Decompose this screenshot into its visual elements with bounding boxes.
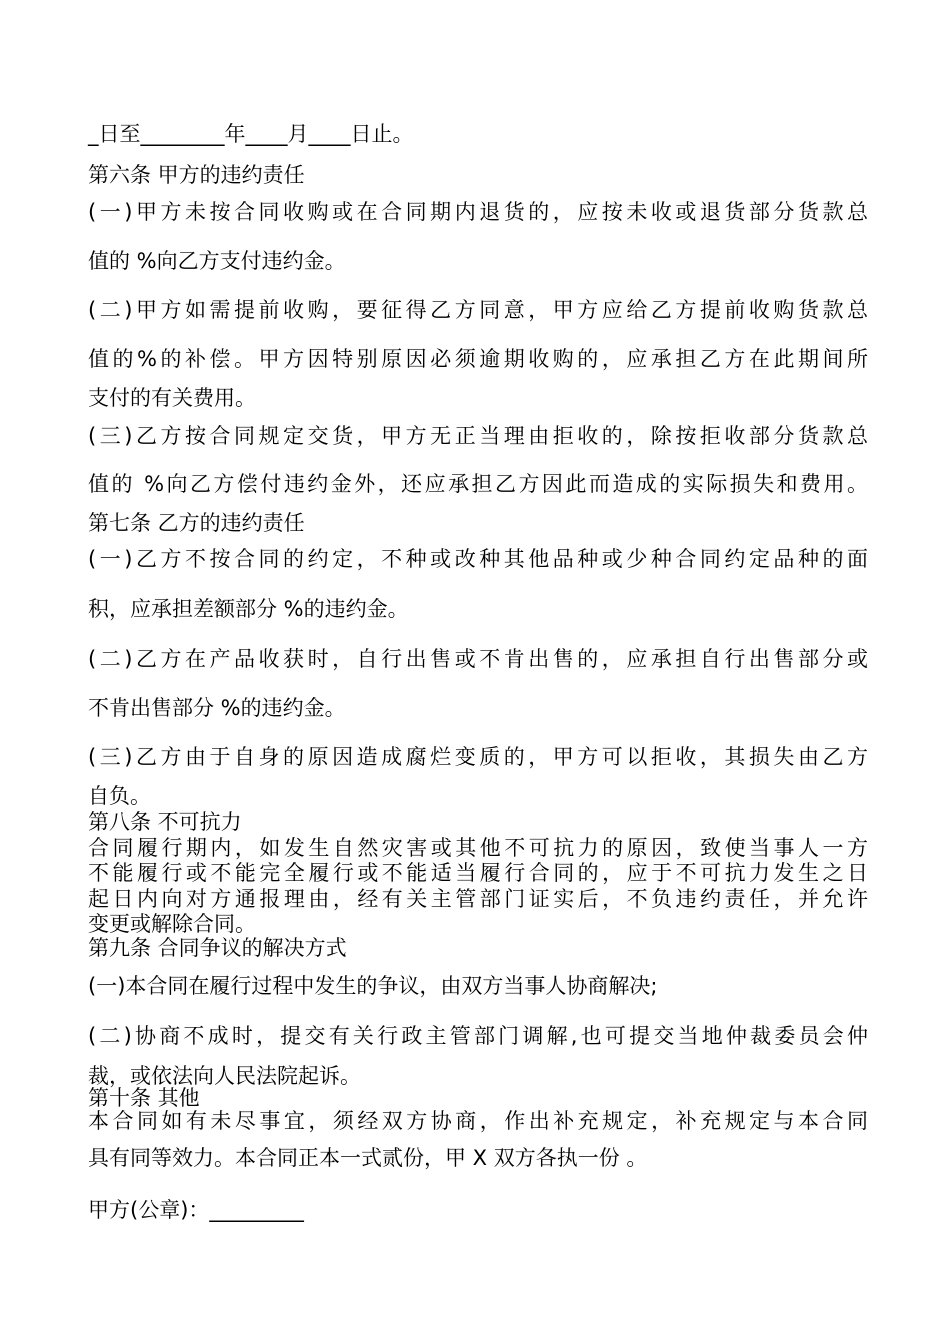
article-10-line-1: 本合同如有未尽事宜，须经双方协商，作出补充规定，补充规定与本合同 bbox=[88, 1109, 868, 1133]
article-8-line-4: 变更或解除合同。 bbox=[88, 912, 256, 936]
article-6-clause-1-line-1: (一)甲方未按合同收购或在合同期内退货的，应按未收或退货部分货款总 bbox=[88, 200, 868, 224]
article-9-clause-2-line-2: 裁，或依法向人民法院起诉。 bbox=[88, 1064, 361, 1088]
article-7-clause-1-line-1: (一)乙方不按合同的约定，不种或改种其他品种或少种合同约定品种的面 bbox=[88, 547, 868, 571]
article-6-clause-1-line-2: 值的 %向乙方支付违约金。 bbox=[88, 249, 346, 273]
article-8-line-3: 起日内向对方通报理由，经有关主管部门证实后，不负违约责任，并允许 bbox=[88, 887, 868, 911]
article-8-line-2: 不能履行或不能完全履行或不能适当履行合同的，应于不可抗力发生之日 bbox=[88, 861, 868, 885]
article-7-clause-1-line-2: 积，应承担差额部分 %的违约金。 bbox=[88, 597, 409, 621]
article-7-clause-2-line-2: 不肯出售部分 %的违约金。 bbox=[88, 696, 346, 720]
article-9-clause-2-line-1: (二)协商不成时，提交有关行政主管部门调解,也可提交当地仲裁委员会仲 bbox=[88, 1024, 868, 1048]
article-6-clause-2-line-1: (二)甲方如需提前收购，要征得乙方同意，甲方应给乙方提前收购货款总 bbox=[88, 298, 868, 322]
article-7-clause-2-line-1: (二)乙方在产品收获时，自行出售或不肯出售的，应承担自行出售部分或 bbox=[88, 647, 868, 671]
article-8-heading: 第八条 不可抗力 bbox=[88, 810, 242, 834]
article-7-heading: 第七条 乙方的违约责任 bbox=[88, 511, 305, 535]
article-9-heading: 第九条 合同争议的解决方式 bbox=[88, 936, 347, 960]
article-6-heading: 第六条 甲方的违约责任 bbox=[88, 163, 305, 187]
date-range-line: _日至________年____月____日止。 bbox=[88, 122, 414, 146]
article-9-clause-1: (一)本合同在履行过程中发生的争议，由双方当事人协商解决; bbox=[88, 974, 658, 998]
article-6-clause-2-line-2: 值的%的补偿。甲方因特别原因必须逾期收购的，应承担乙方在此期间所 bbox=[88, 347, 868, 371]
article-8-line-1: 合同履行期内，如发生自然灾害或其他不可抗力的原因，致使当事人一方 bbox=[88, 836, 868, 860]
party-a-seal-line: 甲方(公章)：_________ bbox=[88, 1198, 304, 1222]
article-7-clause-3-line-1: (三)乙方由于自身的原因造成腐烂变质的，甲方可以拒收，其损失由乙方 bbox=[88, 745, 868, 769]
article-6-clause-2-line-3: 支付的有关费用。 bbox=[88, 386, 256, 410]
article-10-heading: 第十条 其他 bbox=[88, 1086, 200, 1110]
article-6-clause-3-line-1: (三)乙方按合同规定交货，甲方无正当理由拒收的，除按拒收部分货款总 bbox=[88, 424, 868, 448]
article-6-clause-3-line-2: 值的 %向乙方偿付违约金外，还应承担乙方因此而造成的实际损失和费用。 bbox=[88, 472, 868, 496]
article-7-clause-3-line-2: 自负。 bbox=[88, 784, 151, 808]
article-10-line-2: 具有同等效力。本合同正本一式贰份，甲 X 双方各执一份 。 bbox=[88, 1146, 648, 1170]
